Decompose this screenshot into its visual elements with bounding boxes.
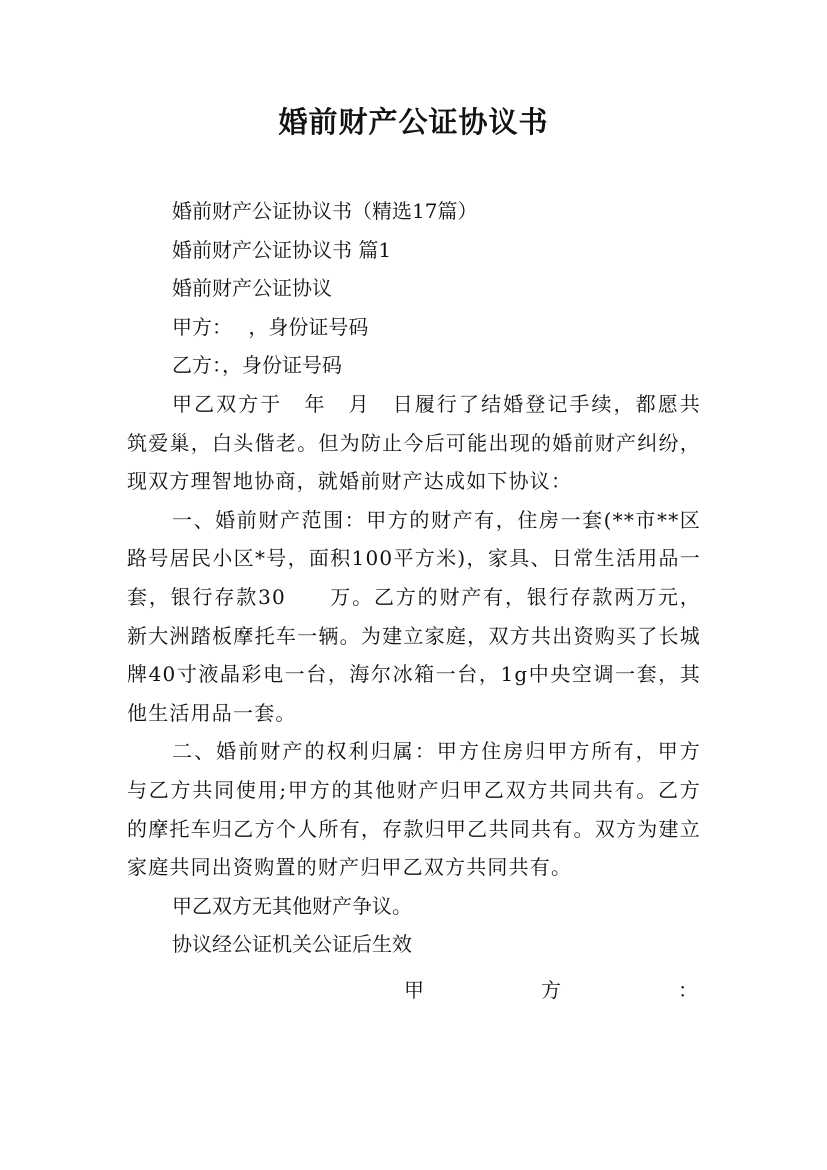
document-title: 婚前财产公证协议书 <box>278 105 549 139</box>
signature-row <box>0 970 827 1010</box>
signature-colon: ： <box>678 978 698 1002</box>
document-body <box>127 192 744 964</box>
party-a-line: 甲方： ，身份证号码 <box>172 314 369 339</box>
no-dispute-line: 甲乙双方无其他财产争议。 <box>172 893 412 918</box>
agreement-heading: 婚前财产公证协议 <box>172 276 332 301</box>
party-b-line: 乙方：，身份证号码 <box>172 353 342 378</box>
signature-party-label: 甲 <box>404 978 424 1002</box>
section-heading: 婚前财产公证协议书 篇1 <box>172 237 392 262</box>
property-scope-paragraph: 一、婚前财产范围：甲方的财产有，住房一套(**市**区路号居民小区*号，面积100平方米)，家具、日常生活用品一套，银行存款30 万。乙方的财产有，银行存款两万元，新大洲踏板摩托车一辆。为建立家庭，双方共出资购买了长城牌40寸液晶彩电一台，海尔冰箱一台，1g中央空调一套，其 他生活用品一套。 <box>127 507 744 725</box>
intro-paragraph: 甲乙双方于 年 月 日履行了结婚登记手续，都愿共筑爱巢，白头偕老。但为防止今后可能出现的婚前财产纠纷，现双方理智地协商，就婚前财产达成如下协议： <box>127 391 701 494</box>
signature-side-label: 方 <box>541 978 561 1002</box>
subtitle-line: 婚前财产公证协议书（精选17篇） <box>172 199 478 223</box>
ownership-paragraph: 二、婚前财产的权利归属：甲方住房归甲方所有，甲方与乙方共同使用;甲方的其他财产归甲乙双方共同共有。乙方的摩托车归乙方个人所有，存款归甲乙共同共有。双方为建立家庭共同出资购置的财产归甲乙双方共同共有。 <box>127 739 701 880</box>
effective-line: 协议经公证机关公证后生效 <box>172 932 412 957</box>
